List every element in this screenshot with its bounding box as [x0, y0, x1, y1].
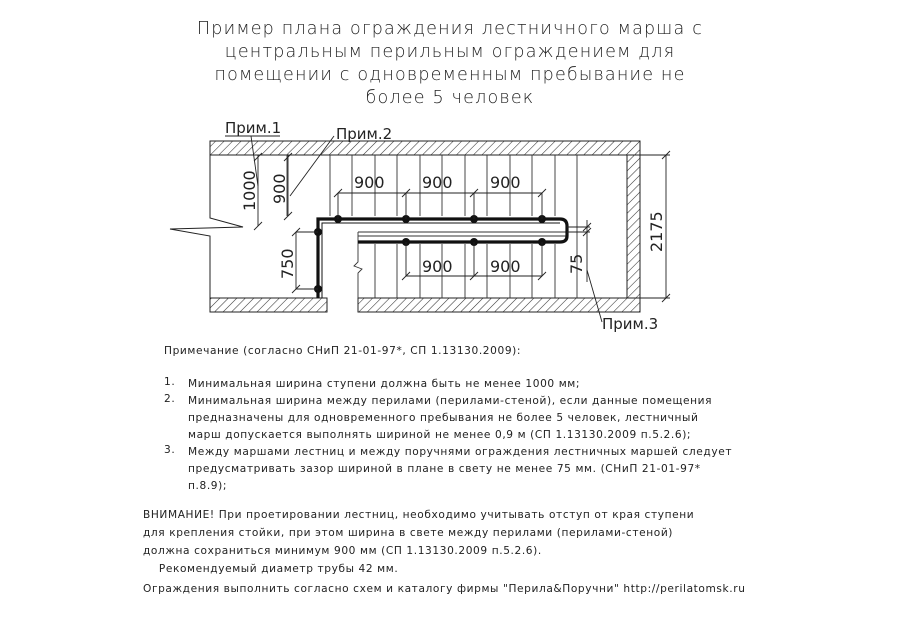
warning-line-1: ВНИМАНИЕ! При проетировании лестниц, необходимо учитывать отступ от края ступени	[143, 509, 695, 521]
note-number: 1.	[164, 376, 176, 388]
top-wall	[210, 141, 640, 155]
dim-750: 750	[278, 248, 297, 279]
dim-900-vertical: 900	[270, 173, 289, 204]
rail-posts	[314, 215, 546, 293]
note-text	[188, 376, 580, 393]
walls	[210, 141, 640, 312]
dim-top-span-2: 900	[422, 173, 453, 192]
bottom-wall-right	[358, 298, 640, 312]
dim-bottom-span-2: 900	[490, 257, 521, 276]
dim-2175: 2175	[647, 211, 666, 252]
callout-prim3: Прим.3	[602, 315, 659, 333]
footer-note: Ограждения выполнить согласно схем и каталогу фирмы "Перила&Поручни" http://perilatomsk.ru	[143, 583, 746, 595]
right-wall	[627, 155, 640, 298]
note-number: 3.	[164, 444, 176, 456]
title-line-2: центральным перильным ограждением для	[224, 42, 676, 62]
note-number: 2.	[164, 393, 176, 405]
warning-line-2: для крепления стойки, при этом ширина в свете между перилами (перилами-стеной)	[143, 527, 674, 539]
callout-prim1: Прим.1	[225, 119, 282, 137]
note-text	[188, 393, 712, 444]
bottom-wall-left	[210, 298, 327, 312]
warning-line-3: должна сохраниться минимум 900 мм (СП 1.13130.2009 п.5.2.6).	[143, 545, 542, 557]
warning-block	[143, 506, 694, 578]
dim-bottom-span-1: 900	[422, 257, 453, 276]
title-line-1: Пример плана ограждения лестничного марша с	[196, 19, 704, 39]
callout-prim2: Прим.2	[336, 125, 393, 143]
note-line: п.8.9);	[188, 480, 228, 492]
dim-top-span-1: 900	[354, 173, 385, 192]
note-text	[188, 444, 732, 495]
note-line: Между маршами лестниц и между поручнями ограждения лестничных маршей следует	[188, 446, 733, 458]
dimension-labels	[240, 170, 666, 279]
dim-top-span-3: 900	[490, 173, 521, 192]
pipe-diameter-note: Рекомендуемый диаметр трубы 42 мм.	[143, 563, 399, 575]
note-line: предназначены для одновременного пребывания не более 5 человек, лестничный	[188, 412, 699, 424]
title-line-4: более 5 человек	[365, 88, 535, 108]
note-line: Минимальная ширина между перилами (перилами-стеной), если данные помещения	[188, 395, 713, 407]
dim-75: 75	[567, 253, 586, 274]
note-line: предусматривать зазор шириной в плане в свету не менее 75 мм. (СНиП 21-01-97*	[188, 463, 701, 475]
notes-heading: Примечание (согласно СНиП 21-01-97*, СП 1.13130.2009):	[164, 345, 522, 357]
dimension-lines	[225, 136, 670, 322]
note-line: Минимальная ширина ступени должна быть не менее 1000 мм;	[188, 378, 581, 390]
note-line: марш допускается выполнять шириной не менее 0,9 м (СП 1.13130.2009 п.5.2.6);	[188, 429, 692, 441]
left-boundary-break	[170, 155, 243, 298]
dim-1000: 1000	[240, 170, 259, 211]
title-line-3: помещении с одновременным пребывание не	[214, 65, 686, 85]
